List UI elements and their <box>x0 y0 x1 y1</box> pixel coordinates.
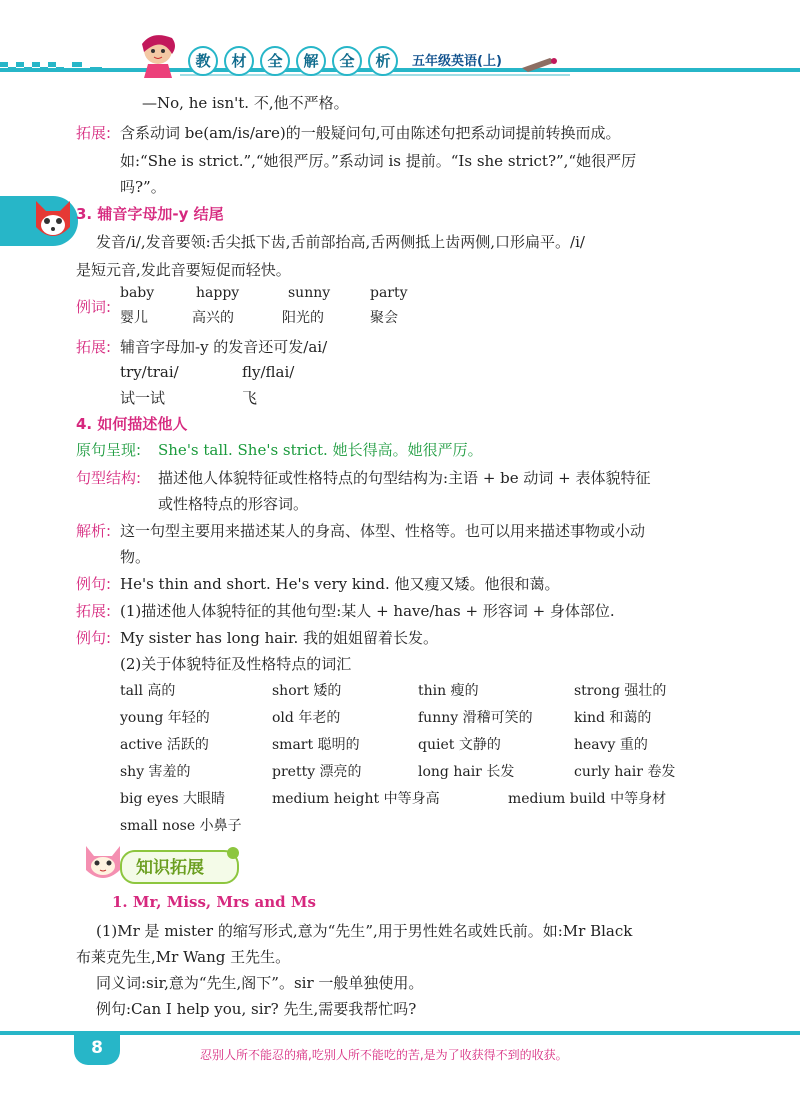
knowledge-title: 知识拓展 <box>136 858 204 878</box>
knowledge-para-1: (1)Mr 是 mister 的缩写形式,意为“先生”,用于男性姓名或姓氏前。如:Mr Black <box>96 922 633 940</box>
header-title-char-4: 解 <box>296 46 326 76</box>
header-title-char-6: 析 <box>368 46 398 76</box>
ext-text-3: (1)描述他人体貌特征的其他句型:某人 + have/has + 形容词 + 身体部位. <box>120 602 615 620</box>
example-word-zh-2: 高兴的 <box>192 310 234 326</box>
vocab-item: medium build 中等身材 <box>508 791 667 807</box>
vocab-item: long hair 长发 <box>418 764 515 780</box>
header-title-char-5: 全 <box>332 46 362 76</box>
section-3-para-1: 发音/i/,发音要领:舌尖抵下齿,舌前部抬高,舌两侧抵上齿两侧,口形扁平。/i/ <box>96 233 585 251</box>
vocab-item: thin 瘦的 <box>418 683 479 699</box>
footer-motto: 忍别人所不能忍的痛,吃别人所不能吃的苦,是为了收获得不到的收获。 <box>200 1048 568 1062</box>
ext-label-3: 拓展: <box>76 602 112 620</box>
section-3-title: 3. 辅音字母加-y 结尾 <box>76 205 224 223</box>
original-text: She's tall. She's strict. 她长得高。她很严厉。 <box>158 441 483 459</box>
header-pencil-icon <box>520 54 560 72</box>
vocab-item: tall 高的 <box>120 683 176 699</box>
girl-mascot-icon <box>132 30 188 80</box>
example-word-zh-1: 婴儿 <box>120 310 148 326</box>
vocab-item: smart 聪明的 <box>272 737 360 753</box>
vocab-item: funny 滑稽可笑的 <box>418 710 533 726</box>
header-title-char-1: 教 <box>188 46 218 76</box>
header-grade: 五年级英语(上) <box>412 54 502 69</box>
vocab-item: active 活跃的 <box>120 737 209 753</box>
original-label: 原句呈现: <box>76 441 142 459</box>
pattern-text-2: 或性格特点的形容词。 <box>158 495 309 513</box>
knowledge-para-2: 布莱克先生,Mr Wang 王先生。 <box>76 948 291 966</box>
vocab-item: strong 强壮的 <box>574 683 667 699</box>
footer-rule <box>0 1031 800 1035</box>
ext-text-1c: 吗?”。 <box>120 178 166 196</box>
vocab-intro: (2)关于体貌特征及性格特点的词汇 <box>120 655 352 673</box>
example-label: 例句: <box>76 575 112 593</box>
vocab-item: short 矮的 <box>272 683 342 699</box>
knowledge-para-3: 同义词:sir,意为“先生,阁下”。sir 一般单独使用。 <box>96 974 424 992</box>
example-word-en-2: happy <box>196 285 240 301</box>
vocab-item: medium height 中等身高 <box>272 791 440 807</box>
analysis-label: 解析: <box>76 522 112 540</box>
answer-line: —No, he isn't. 不,他不严格。 <box>142 94 349 112</box>
example-word-en-4: party <box>370 285 408 301</box>
ext-label-1: 拓展: <box>76 124 112 142</box>
vocab-item: shy 害羞的 <box>120 764 191 780</box>
vocab-item: kind 和蔼的 <box>574 710 652 726</box>
ext-text-1: 含系动词 be(am/is/are)的一般疑问句,可由陈述句把系动词提前转换而成。 <box>120 124 621 142</box>
vocab-item: curly hair 卷发 <box>574 764 676 780</box>
analysis-text-2: 物。 <box>120 548 151 566</box>
vocab-item: pretty 漂亮的 <box>272 764 362 780</box>
analysis-text: 这一句型主要用来描述某人的身高、体型、性格等。也可以用来描述事物或小动 <box>120 522 646 540</box>
vocab-item: quiet 文静的 <box>418 737 501 753</box>
vocab-item: big eyes 大眼睛 <box>120 791 225 807</box>
ext-text-2: 辅音字母加-y 的发音还可发/ai/ <box>120 338 328 356</box>
ext-word-en-2: fly/flai/ <box>242 363 295 381</box>
example-word-en-3: sunny <box>288 285 331 301</box>
knowledge-subtitle: 1. Mr, Miss, Mrs and Ms <box>112 893 316 911</box>
ext-word-en-1: try/trai/ <box>120 363 179 381</box>
example-text-2: My sister has long hair. 我的姐姐留着长发。 <box>120 629 439 647</box>
header-title-char-2: 材 <box>224 46 254 76</box>
vocab-item: heavy 重的 <box>574 737 648 753</box>
example-text: He's thin and short. He's very kind. 他又瘦又矮。他很和蔼。 <box>120 575 560 593</box>
ext-label-2: 拓展: <box>76 338 112 356</box>
example-word-en-1: baby <box>120 285 155 301</box>
ext-word-zh-1: 试一试 <box>120 389 166 407</box>
example-words-label: 例词: <box>76 298 112 316</box>
page-number: 8 <box>91 1038 103 1058</box>
pattern-text: 描述他人体貌特征或性格特点的句型结构为:主语 + be 动词 + 表体貌特征 <box>158 469 651 487</box>
example-word-zh-3: 阳光的 <box>282 310 324 326</box>
section-3-para-2: 是短元音,发此音要短促而轻快。 <box>76 261 291 279</box>
dot-icon <box>226 846 240 860</box>
header-title-char-3: 全 <box>260 46 290 76</box>
ext-word-zh-2: 飞 <box>242 389 258 407</box>
vocab-item: young 年轻的 <box>120 710 210 726</box>
vocab-item: old 年老的 <box>272 710 341 726</box>
vocab-item: small nose 小鼻子 <box>120 818 242 834</box>
header-rule <box>0 68 800 72</box>
knowledge-para-4: 例句:Can I help you, sir? 先生,需要我帮忙吗? <box>96 1000 417 1018</box>
pattern-label: 句型结构: <box>76 469 142 487</box>
fox-mascot-icon <box>30 197 76 245</box>
ext-text-1b: 如:“She is strict.”,“她很严厉。”系动词 is 提前。“Is she strict?”,“她很严厉 <box>120 152 637 170</box>
section-4-title: 4. 如何描述他人 <box>76 415 188 433</box>
example-word-zh-4: 聚会 <box>370 310 398 326</box>
example-label-2: 例句: <box>76 629 112 647</box>
